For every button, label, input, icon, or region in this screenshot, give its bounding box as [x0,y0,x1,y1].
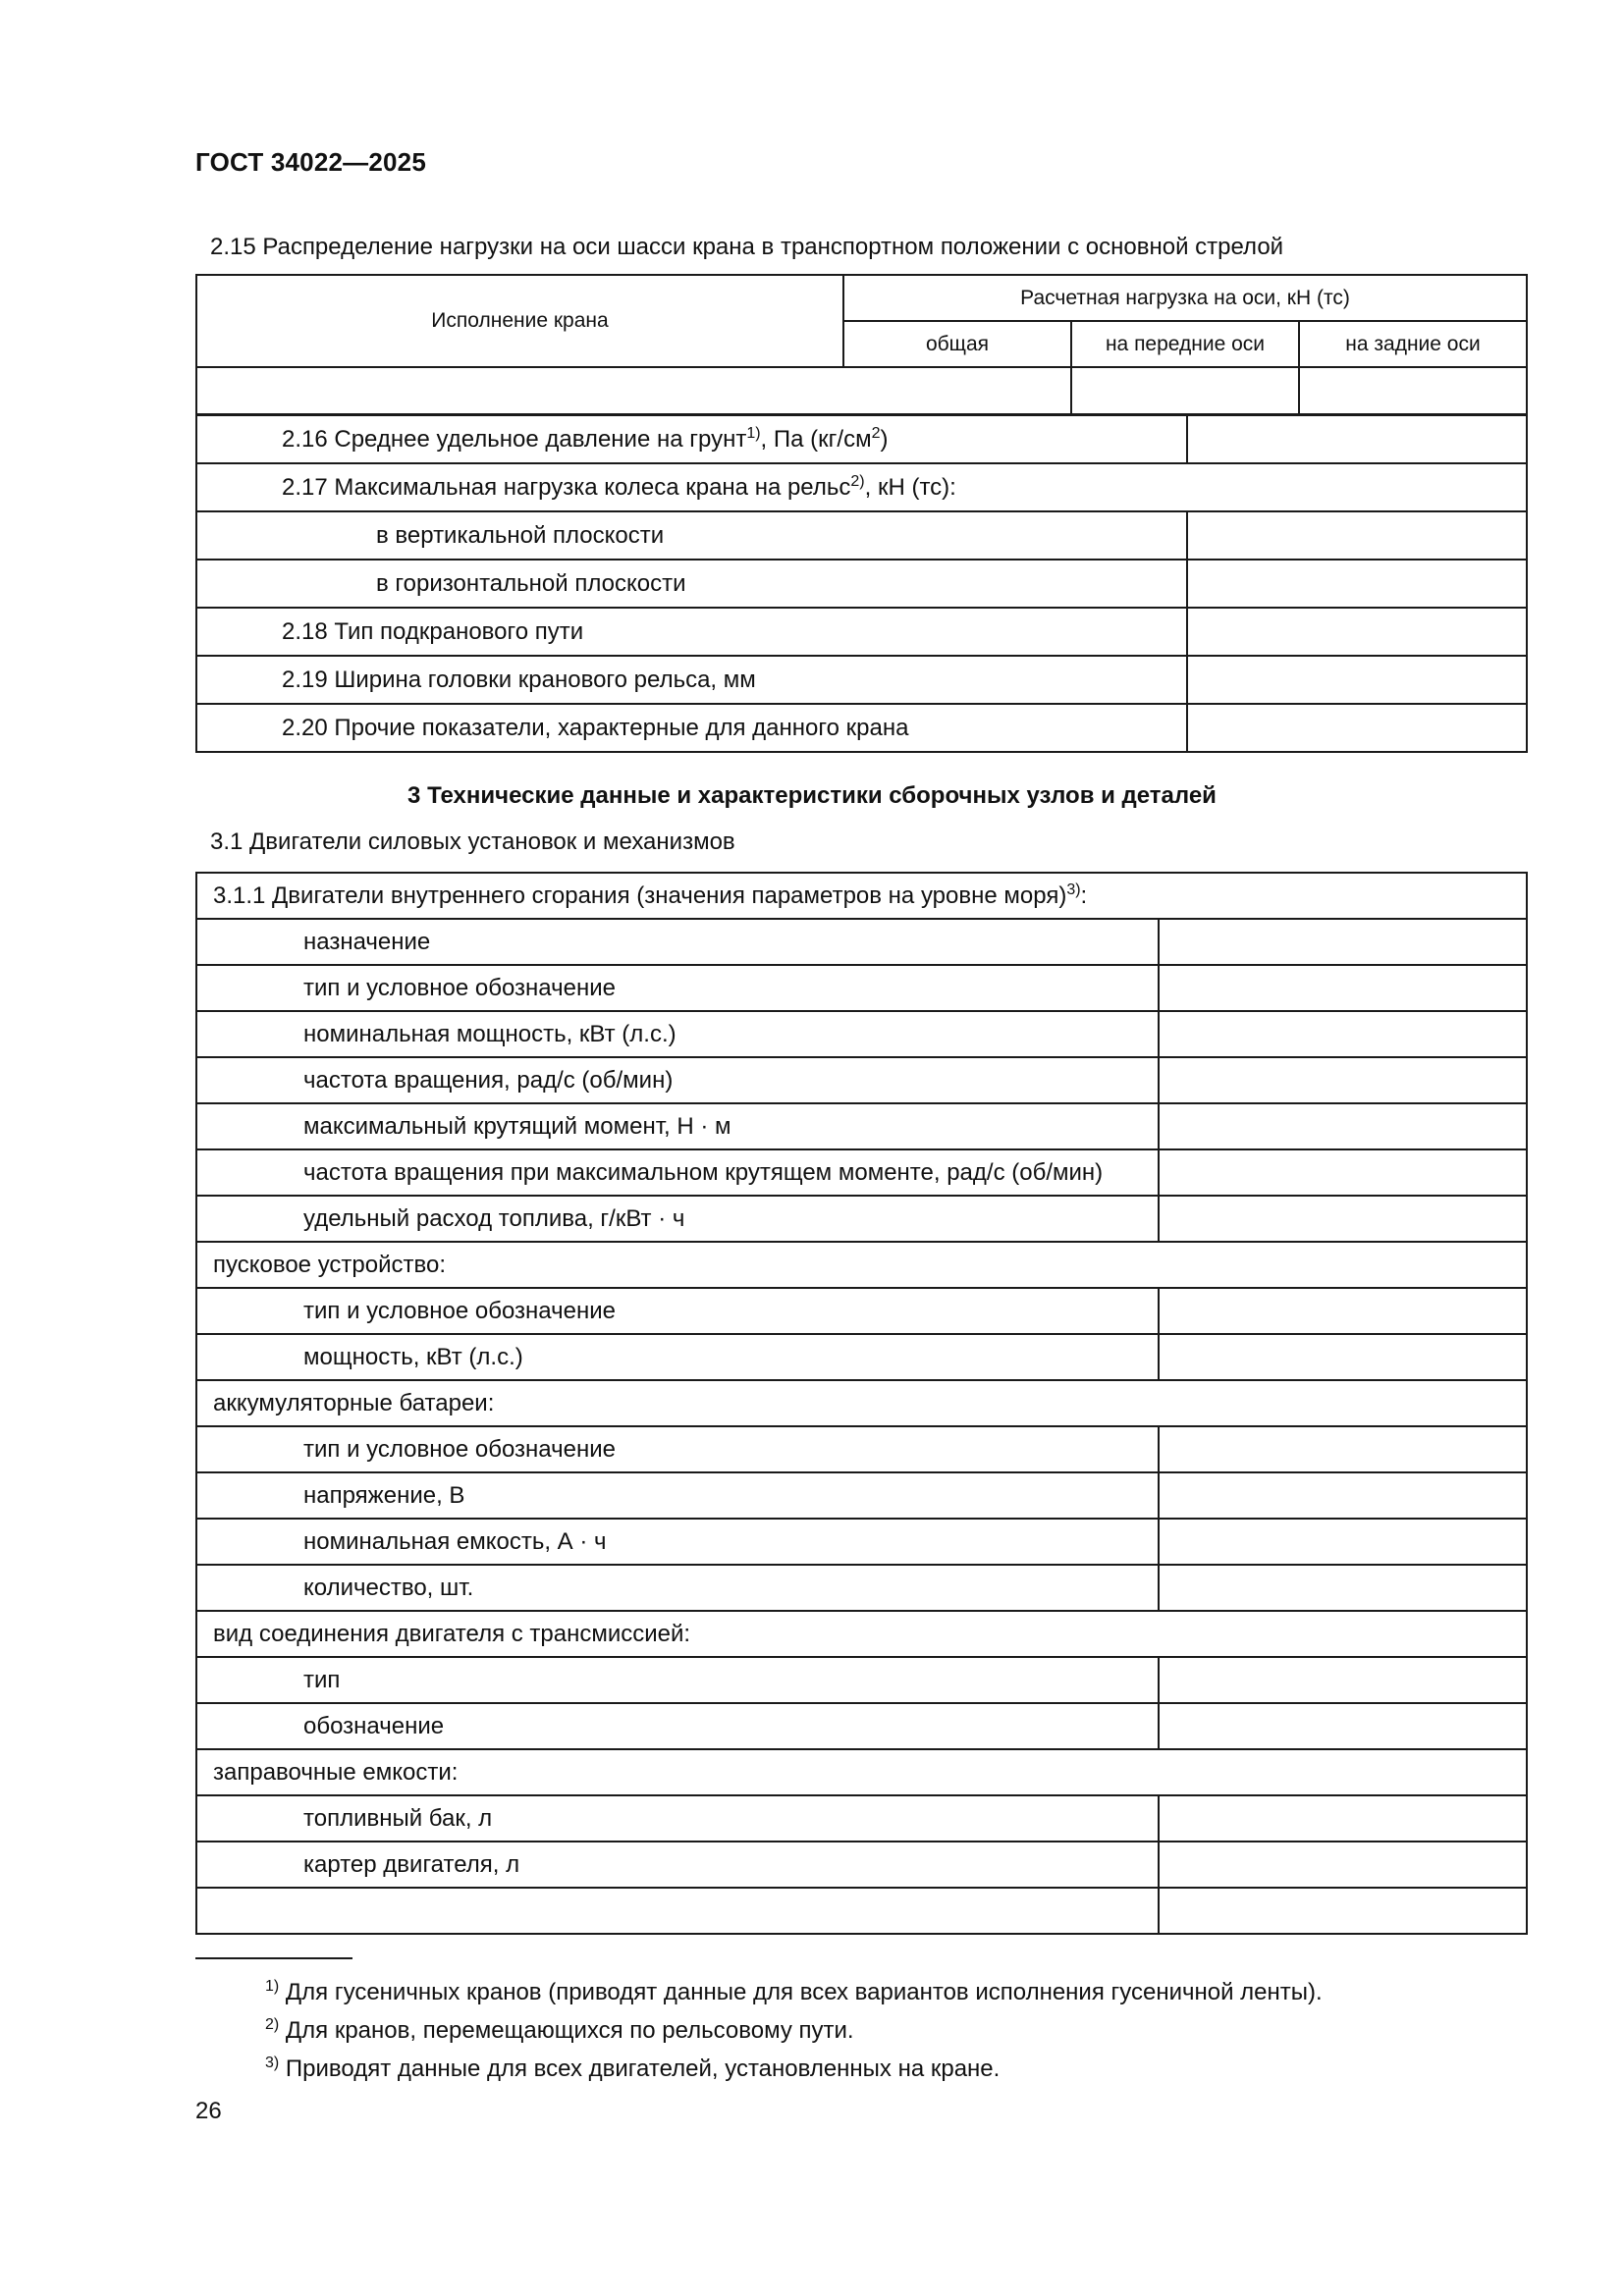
group-label-transmission: вид соединения двигателя с трансмиссией: [196,1611,1527,1657]
row-label: тип и условное обозначение [196,1426,1159,1472]
row-label: картер двигателя, л [196,1842,1159,1888]
footnote-3: $^{3)}$ Приводят данные для всех двигателей, установленных на кране. [265,2055,1001,2082]
footnote-1: $^{1)}$ Для гусеничных кранов (приводят данные для всех вариантов исполнения гусеничной ленты). [265,1978,1323,2005]
row-label-horizontal-plane: в горизонтальной плоскости [196,560,1187,608]
value-cell[interactable] [1159,1842,1527,1888]
value-cell[interactable] [1159,1288,1527,1334]
value-cell[interactable] [1159,965,1527,1011]
row-label: мощность, кВт (л.с.) [196,1334,1159,1380]
value-cell[interactable] [1187,704,1527,752]
document-header: ГОСТ 34022—2025 [195,147,426,177]
section-3-heading: 3 Технические данные и характеристики сборочных узлов и деталей [407,782,1217,809]
col-header-axle-load: Расчетная нагрузка на оси, кН (тс) [843,275,1527,321]
value-cell[interactable] [1159,1426,1527,1472]
row-label-2-20: 2.20 Прочие показатели, характерные для данного крана [196,704,1187,752]
value-cell[interactable] [1159,1888,1527,1934]
subsection-3-1-caption: 3.1 Двигатели силовых установок и механизмов [210,828,735,855]
value-cell[interactable] [1071,367,1299,414]
value-cell[interactable] [1159,1103,1527,1149]
row-label: тип [196,1657,1159,1703]
value-cell[interactable] [1159,1795,1527,1842]
value-cell[interactable] [1187,415,1527,463]
row-label-2-16: 2.16 Среднее удельное давление на грунт$^{1)}$, Па $(кг/см^2)$ [196,415,1187,463]
row-label: напряжение, В [196,1472,1159,1519]
col-header-crane-version: Исполнение крана [196,275,843,367]
value-cell[interactable] [1187,608,1527,656]
value-cell[interactable] [196,367,1071,414]
row-label: топливный бак, л [196,1795,1159,1842]
col-header-front-axles: на передние оси [1071,321,1299,367]
group-label-batteries: аккумуляторные батареи: [196,1380,1527,1426]
empty-row-label [196,1888,1159,1934]
col-header-total: общая [843,321,1071,367]
axle-load-table [195,274,1528,415]
row-label: номинальная емкость, А · ч [196,1519,1159,1565]
row-label-vertical-plane: в вертикальной плоскости [196,511,1187,560]
row-label: частота вращения при максимальном крутящем моменте, рад/с (об/мин) [196,1149,1159,1196]
value-cell[interactable] [1187,656,1527,704]
value-cell[interactable] [1159,1519,1527,1565]
row-label-2-18: 2.18 Тип подкранового пути [196,608,1187,656]
group-label-fuel-capacities: заправочные емкости: [196,1749,1527,1795]
row-label: номинальная мощность, кВт (л.с.) [196,1011,1159,1057]
col-header-rear-axles: на задние оси [1299,321,1527,367]
value-cell[interactable] [1159,1011,1527,1057]
value-cell[interactable] [1159,1703,1527,1749]
value-cell[interactable] [1159,1334,1527,1380]
value-cell[interactable] [1159,1472,1527,1519]
row-label: тип и условное обозначение [196,965,1159,1011]
value-cell[interactable] [1187,511,1527,560]
value-cell[interactable] [1159,1057,1527,1103]
value-cell[interactable] [1159,1565,1527,1611]
page-number: 26 [195,2098,222,2124]
value-cell[interactable] [1159,1196,1527,1242]
row-label: назначение [196,919,1159,965]
footnote-2: $^{2)}$ Для кранов, перемещающихся по рельсовому пути. [265,2016,854,2044]
value-cell[interactable] [1159,1657,1527,1703]
value-cell[interactable] [1159,919,1527,965]
row-label: удельный расход топлива, г/кВт · ч [196,1196,1159,1242]
row-label: количество, шт. [196,1565,1159,1611]
value-cell[interactable] [1187,560,1527,608]
value-cell[interactable] [1159,1149,1527,1196]
row-label: тип и условное обозначение [196,1288,1159,1334]
row-label: частота вращения, рад/с (об/мин) [196,1057,1159,1103]
footnote-separator [195,1957,352,1959]
row-label: максимальный крутящий момент, Н · м [196,1103,1159,1149]
row-label: обозначение [196,1703,1159,1749]
row-label-2-19: 2.19 Ширина головки кранового рельса, мм [196,656,1187,704]
row-label-2-17: 2.17 Максимальная нагрузка колеса крана на рельс$^{2)}$, кН (тс): [196,463,1527,511]
parameters-table-2 [195,414,1528,753]
group-label-starter: пусковое устройство: [196,1242,1527,1288]
value-cell[interactable] [1299,367,1527,414]
table-215-caption: 2.15 Распределение нагрузки на оси шасси крана в транспортном положении с основной стрелой [210,234,1284,260]
engine-parameters-table [195,872,1528,1935]
row-label-3-1-1: 3.1.1 Двигатели внутреннего сгорания (значения параметров на уровне моря)$^{3)}$: [196,873,1527,919]
